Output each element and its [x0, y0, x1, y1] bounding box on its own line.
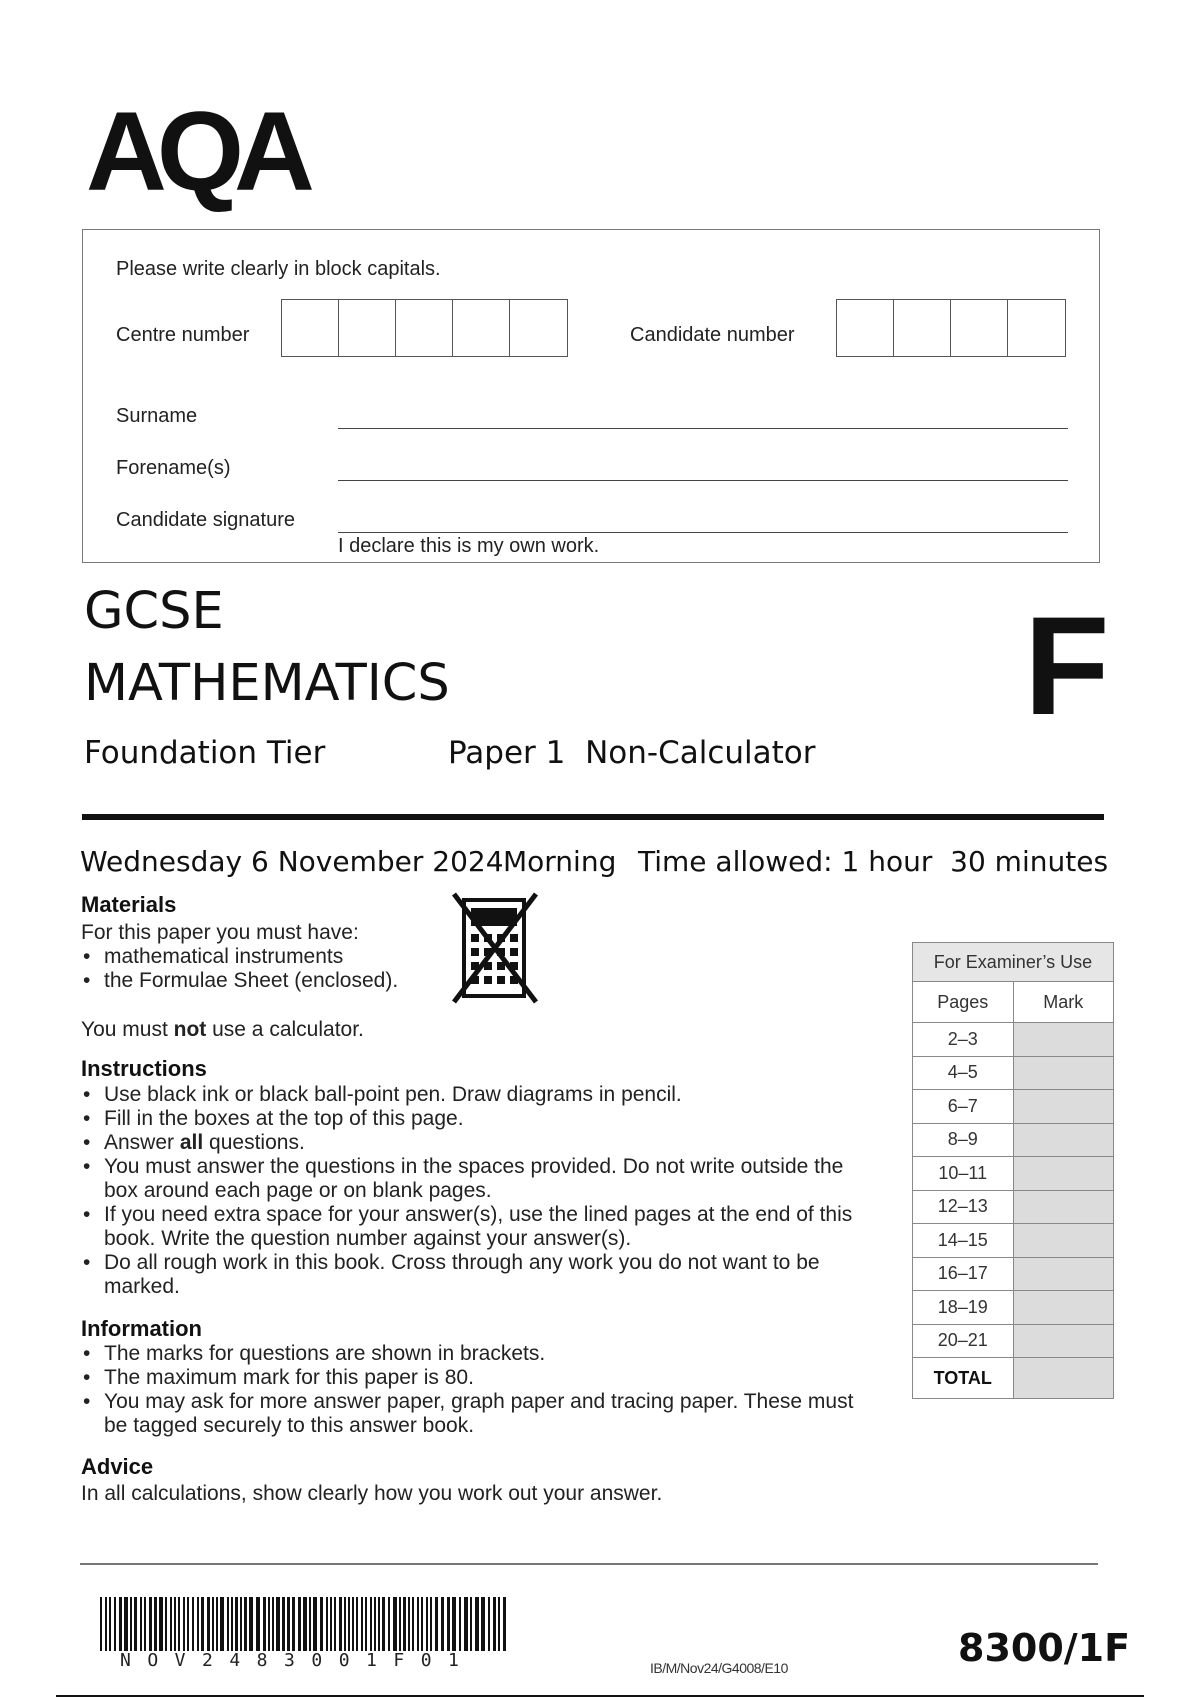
barcode-bar — [109, 1597, 111, 1651]
pages-cell: 12–13 — [913, 1190, 1014, 1224]
mark-cell[interactable] — [1013, 1157, 1114, 1191]
barcode-bar — [352, 1597, 354, 1651]
barcode-bar — [212, 1597, 214, 1651]
total-label: TOTAL — [913, 1358, 1014, 1399]
barcode-bar — [256, 1597, 260, 1651]
barcode-bar — [183, 1597, 185, 1651]
list-item: • Fill in the boxes at the top of this page. — [81, 1107, 861, 1131]
mark-cell[interactable] — [1013, 1291, 1114, 1325]
barcode-bar — [114, 1597, 116, 1651]
barcode-bar — [244, 1597, 247, 1651]
mark-cell[interactable] — [1013, 1324, 1114, 1358]
no-calculator-icon — [452, 892, 538, 1004]
barcode-bar — [216, 1597, 218, 1651]
barcode-bar — [356, 1597, 358, 1651]
calculator-rule-end: use a calculator. — [206, 1018, 364, 1041]
calculator-rule-emphasis: not — [173, 1018, 207, 1041]
barcode-bar — [154, 1597, 157, 1651]
mark-cell[interactable] — [1013, 1056, 1114, 1090]
instructions-list — [81, 1083, 861, 1299]
barcode-bar — [421, 1597, 423, 1651]
barcode-bar — [276, 1597, 280, 1651]
barcode-bar — [475, 1597, 479, 1651]
barcode-bar — [227, 1597, 229, 1651]
block-capitals-instruction: Please write clearly in block capitals. — [116, 258, 441, 280]
centre-number-field[interactable] — [281, 299, 568, 357]
barcode-bar — [435, 1597, 438, 1651]
barcode-graphic — [100, 1597, 510, 1651]
candidate-number-label: Candidate number — [630, 324, 795, 346]
barcode-bar — [403, 1597, 406, 1651]
footer-divider — [80, 1563, 1098, 1565]
barcode-bar — [408, 1597, 410, 1651]
pages-cell: 2–3 — [913, 1023, 1014, 1057]
list-item: • Do all rough work in this book. Cross through any work you do not want to be marked. — [81, 1251, 861, 1299]
centre-digit-box[interactable] — [282, 300, 339, 356]
exam-date: Wednesday 6 November 2024 — [80, 845, 504, 878]
materials-list — [81, 945, 461, 993]
list-item: • You may ask for more answer paper, graph paper and tracing paper. These must be tagged securely to this answer book. — [81, 1390, 861, 1438]
calculator-rule-start: You must — [81, 1018, 174, 1041]
barcode-bar — [298, 1597, 301, 1651]
barcode-bar — [481, 1597, 485, 1651]
pages-cell: 20–21 — [913, 1324, 1014, 1358]
barcode-bar — [187, 1597, 189, 1651]
barcode-bar — [344, 1597, 346, 1651]
information-list — [81, 1342, 861, 1438]
list-item: • the Formulae Sheet (enclosed). — [81, 969, 461, 993]
pages-cell: 16–17 — [913, 1257, 1014, 1291]
signature-label: Candidate signature — [116, 509, 296, 531]
barcode-bar — [361, 1597, 363, 1651]
barcode-bar — [249, 1597, 253, 1651]
pages-cell: 18–19 — [913, 1291, 1014, 1325]
list-item: • The marks for questions are shown in brackets. — [81, 1342, 861, 1366]
barcode-bar — [365, 1597, 367, 1651]
barcode-bar — [201, 1597, 204, 1651]
barcode-bar — [192, 1597, 194, 1651]
mark-cell[interactable] — [1013, 1224, 1114, 1258]
pages-cell: 14–15 — [913, 1224, 1014, 1258]
barcode-bar — [144, 1597, 146, 1651]
centre-digit-box[interactable] — [396, 300, 453, 356]
information-heading: Information — [81, 1316, 202, 1341]
barcode-bar — [339, 1597, 342, 1651]
examiner-use-table — [912, 942, 1114, 1399]
barcode-bar — [498, 1597, 500, 1651]
paper-code: 8300/1F — [958, 1626, 1131, 1670]
candidate-digit-box[interactable] — [1008, 300, 1065, 356]
barcode-bar — [197, 1597, 199, 1651]
barcode-bar — [140, 1597, 142, 1651]
tier-letter: F — [1024, 587, 1110, 744]
qualification-title: GCSE — [84, 582, 224, 641]
mark-column-header: Mark — [1013, 982, 1114, 1023]
exam-session: Morning — [503, 845, 617, 878]
barcode-bar — [459, 1597, 461, 1651]
barcode-bar — [320, 1597, 323, 1651]
calculator-rule — [81, 1018, 364, 1042]
materials-intro: For this paper you must have: — [81, 921, 359, 944]
barcode-bar — [447, 1597, 450, 1651]
centre-digit-box[interactable] — [453, 300, 510, 356]
barcode-bar — [170, 1597, 172, 1651]
signature-field[interactable] — [338, 532, 1068, 533]
barcode-bar — [441, 1597, 444, 1651]
barcode-bar — [417, 1597, 419, 1651]
total-mark-cell[interactable] — [1013, 1358, 1114, 1399]
barcode-bar — [370, 1597, 372, 1651]
declaration-text: I declare this is my own work. — [338, 535, 600, 557]
barcode-bar — [470, 1597, 472, 1651]
barcode-bar — [488, 1597, 490, 1651]
barcode-bar — [165, 1597, 167, 1651]
barcode-bar — [309, 1597, 311, 1651]
forenames-field[interactable] — [338, 480, 1068, 481]
barcode-bar — [149, 1597, 152, 1651]
candidate-digit-box[interactable] — [894, 300, 951, 356]
barcode-bar — [178, 1597, 180, 1651]
barcode-bar — [235, 1597, 238, 1651]
candidate-digit-box[interactable] — [951, 300, 1008, 356]
barcode-bar — [430, 1597, 432, 1651]
barcode-bar — [493, 1597, 496, 1651]
barcode-bar — [130, 1597, 132, 1651]
pages-cell: 10–11 — [913, 1157, 1014, 1191]
paper-name: Paper 1 Non-Calculator — [448, 735, 816, 771]
mark-cell[interactable] — [1013, 1257, 1114, 1291]
barcode-bar — [105, 1597, 107, 1651]
barcode-bar — [393, 1597, 397, 1651]
barcode-bar — [374, 1597, 376, 1651]
barcode-bar — [159, 1597, 163, 1651]
mark-cell[interactable] — [1013, 1190, 1114, 1224]
centre-digit-box[interactable] — [339, 300, 396, 356]
barcode-bar — [268, 1597, 270, 1651]
barcode-bar — [348, 1597, 350, 1651]
barcode-bar — [124, 1597, 128, 1651]
barcode-bar — [412, 1597, 414, 1651]
advice-text: In all calculations, show clearly how you work out your answer. — [81, 1482, 663, 1505]
list-item: • If you need extra space for your answer(s), use the lined pages at the end of this book. Write the question number against your answer(s). — [81, 1203, 861, 1251]
candidate-digit-box[interactable] — [837, 300, 894, 356]
barcode-bar — [263, 1597, 266, 1651]
candidate-number-field[interactable] — [836, 299, 1066, 357]
barcode-bar — [272, 1597, 274, 1651]
barcode-bar — [382, 1597, 385, 1651]
instruction-text: questions. — [203, 1131, 305, 1154]
barcode-bar — [207, 1597, 210, 1651]
barcode-bar — [174, 1597, 176, 1651]
forenames-label: Forename(s) — [116, 457, 231, 479]
examiner-table-title: For Examiner’s Use — [913, 943, 1114, 982]
barcode-bar — [503, 1597, 506, 1651]
barcode-bar — [287, 1597, 290, 1651]
bottom-rule — [56, 1695, 1144, 1697]
list-item: • mathematical instruments — [81, 945, 461, 969]
list-item: • The maximum mark for this paper is 80. — [81, 1366, 861, 1390]
instruction-emphasis: all — [179, 1131, 204, 1154]
barcode-bar — [330, 1597, 332, 1651]
barcode-bar — [220, 1597, 224, 1651]
pages-cell: 4–5 — [913, 1056, 1014, 1090]
instructions-heading: Instructions — [81, 1056, 207, 1081]
mark-cell[interactable] — [1013, 1023, 1114, 1057]
barcode-bar — [313, 1597, 317, 1651]
list-item: • You must answer the questions in the spaces provided. Do not write outside the box around each page or on blank pages. — [81, 1155, 861, 1203]
barcode-bar — [378, 1597, 380, 1651]
barcode-bar — [119, 1597, 122, 1651]
surname-label: Surname — [116, 405, 198, 427]
barcode-bar — [426, 1597, 428, 1651]
pages-cell: 8–9 — [913, 1123, 1014, 1157]
aqa-logo: AQA — [86, 89, 305, 214]
barcode-bar — [452, 1597, 456, 1651]
surname-field[interactable] — [338, 428, 1068, 429]
advice-heading: Advice — [81, 1454, 154, 1479]
barcode-bar — [282, 1597, 285, 1651]
barcode-bar — [134, 1597, 137, 1651]
barcode-bar — [100, 1597, 102, 1651]
instruction-text: Answer — [104, 1131, 180, 1154]
barcode-bar — [292, 1597, 295, 1651]
centre-digit-box[interactable] — [510, 300, 567, 356]
barcode-bar — [399, 1597, 401, 1651]
barcode-bar — [388, 1597, 390, 1651]
mark-cell[interactable] — [1013, 1090, 1114, 1124]
title-divider — [82, 814, 1104, 820]
centre-number-label: Centre number — [116, 324, 250, 346]
time-allowed: Time allowed: 1 hour 30 minutes — [638, 845, 1109, 878]
barcode-bar — [464, 1597, 468, 1651]
subject-title: MATHEMATICS — [84, 654, 450, 713]
barcode-bar — [231, 1597, 233, 1651]
list-item — [81, 1131, 861, 1155]
barcode-text: NOV2483001F01 — [120, 1650, 476, 1671]
barcode-bar — [326, 1597, 328, 1651]
pages-column-header: Pages — [913, 982, 1014, 1023]
barcode-bar — [240, 1597, 242, 1651]
pages-cell: 6–7 — [913, 1090, 1014, 1124]
list-item: • Use black ink or black ball-point pen. Draw diagrams in pencil. — [81, 1083, 861, 1107]
tier-label: Foundation Tier — [84, 735, 326, 771]
mark-cell[interactable] — [1013, 1123, 1114, 1157]
paper-reference: IB/M/Nov24/G4008/E10 — [650, 1660, 788, 1676]
barcode-bar — [303, 1597, 307, 1651]
barcode-bar — [334, 1597, 336, 1651]
materials-heading: Materials — [81, 892, 177, 917]
